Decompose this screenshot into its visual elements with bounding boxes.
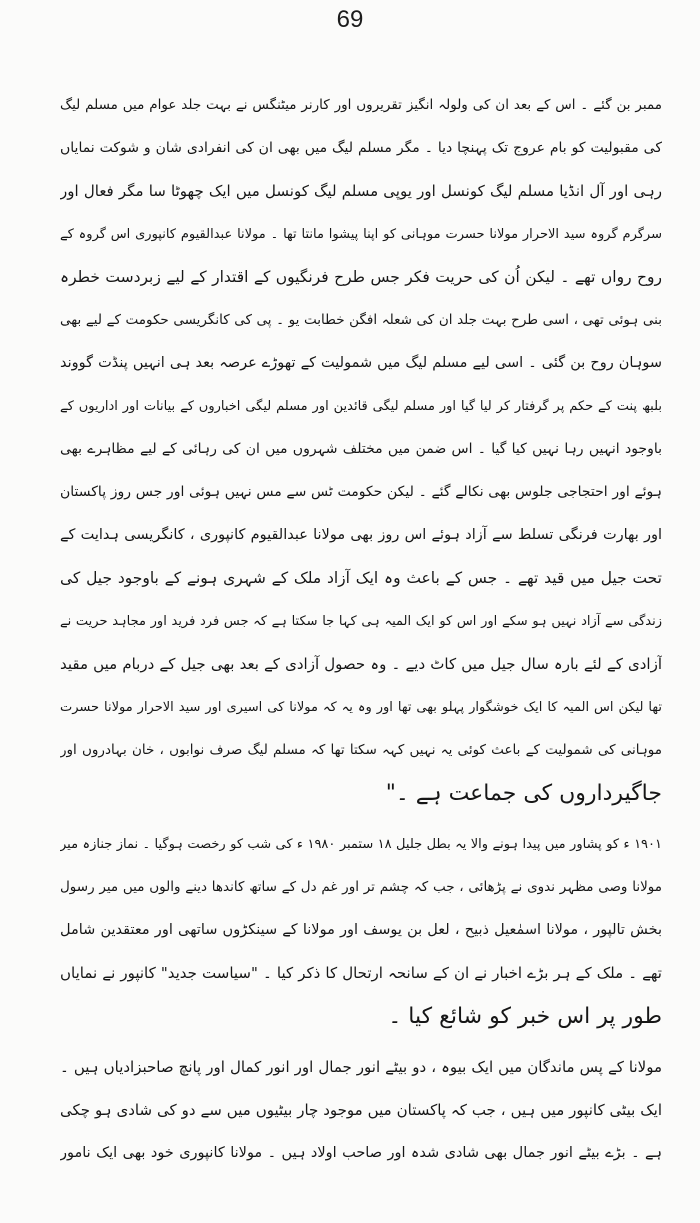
text-line: ہے ۔ بڑے بیٹے انور جمال بھی شادی شدہ اور صاحب اولاد ہیں ۔ مولانا کانپوری خود بھی ایک نامور [60,1145,662,1161]
text-line: باوجود انہیں رہا نہیں کیا گیا ۔ اس ضمن میں مختلف شہروں میں ان کی رہائی کے لیے مظاہرے بھی [60,441,662,457]
text-line: تھا لیکن اس المیہ کا ایک خوشگوار پہلو بھی تھا اور وہ یہ کہ مولانا کی اسیری اور سید الاحرار مولانا حسرت [60,700,662,715]
paragraph-death-funeral [60,823,662,1038]
paragraph-gap [60,1038,662,1046]
text-line: آزادی کے لئے بارہ سال جیل میں کاٹ دیے ۔ وہ حصول آزادی کے بعد بھی جیل کے دربام میں مقید [60,655,662,673]
text-line: تھے ۔ ملک کے ہر بڑے اخبار نے ان کے سانحہ ارتحال کا ذکر کیا ۔ "سیاست جدید" کانپور نے نمایاں [60,964,662,982]
text-line: رہی اور آل انڈیا مسلم لیگ کونسل اور یوپی مسلم لیگ کونسل میں ایک چھوٹا سا مگر فعال اور [60,182,662,200]
text-line: ۱۹۰۱ ء کو پشاور میں پیدا ہونے والا یہ بطل جلیل ۱۸ ستمبر ۱۹۸۰ ء کی شب کو رخصت ہوگیا ۔ نماز جنازہ میر [60,837,662,852]
text-line: زندگی سے آزاد نہیں ہو سکے اور اس کو ایک المیہ ہی کہا جا سکتا ہے کہ جس فرد فرید اور مجاہد حریت نے [60,614,662,629]
text-line: طور پر اس خبر کو شائع کیا ۔ [388,1004,662,1029]
text-line: ہوئے اور احتجاجی جلوس بھی نکالے گئے ۔ لیکن حکومت ٹس سے مس نہیں ہوئی اور جس روز پاکستان [60,484,662,500]
page-number: 69 [336,6,364,33]
paragraph-survivors [60,1046,662,1175]
text-line: جاگیرداروں کی جماعت ہے ۔" [385,781,662,806]
paragraph-gap [60,815,662,823]
text-line: مولانا کے پس ماندگان میں ایک بیوہ ، دو بیٹے انور جمال اور انور کمال اور پانچ صاحبزادیاں ہیں ۔ [60,1058,662,1076]
text-line: سوہان روح بن گئی ۔ اسی لیے مسلم لیگ میں شمولیت کے تھوڑے عرصہ بعد ہی انہیں پنڈت گووند [60,355,662,371]
text-line: سرگرم گروہ سید الاحرار مولانا حسرت موہانی کو اپنا پیشوا مانتا تھا ۔ مولانا عبدالقیوم کانپوری اس گروہ کے [60,227,662,242]
text-line: روح رواں تھے ۔ لیکن اُن کی حریت فکر جس طرح فرنگیوں کے اقتدار کے لیے زبردست خطرہ [60,268,662,286]
text-line: بخش تالپور ، مولانا اسمٰعیل ذبیح ، لعل بن یوسف اور مولانا کے سینکڑوں ساتھی اور معتقدین شامل [60,922,662,938]
text-line: تحت جیل میں قید تھے ۔ جس کے باعث وہ ایک آزاد ملک کے شہری ہونے کے باوجود جیل کی [60,569,662,587]
text-line: ممبر بن گئے ۔ اس کے بعد ان کی ولولہ انگیز تقریروں اور کارنر میٹنگس نے بہت جلد عوام میں مسلم لیگ [60,97,662,113]
text-line: اور بھارت فرنگی تسلط سے آزاد ہوئے اس روز بھی مولانا عبدالقیوم کانپوری ، کانگریسی ہدایت کے [60,527,662,543]
text-line: بلبھ پنت کے حکم پر گرفتار کر لیا گیا اور مسلم لیگی قائدین اور مسلم لیگی اخباروں کے بیانات اور اداریوں کے [60,399,662,414]
text-line: بنی ہوئی تھی ، اسی طرح بہت جلد ان کی شعلہ افگن خطابت یو ۔ پی کی کانگریسی حکومت کے لیے بھی [60,312,662,328]
text-line: مولانا وصی مظہر ندوی نے پڑھائی ، جب کہ چشم تر اور غم دل کے ساتھ کاندھا دینے والوں میں میر رسول [60,879,662,895]
text-line: ایک بیٹی کانپور میں ہیں ، جب کہ پاکستان میں موجود چار بیٹیوں میں سے دو کی شادی ہو چکی [60,1101,662,1119]
body-text [60,84,662,1219]
text-line: کی مقبولیت کو بام عروج تک پہنچا دیا ۔ مگر مسلم لیگ میں بھی ان کی انفرادی شان و شوکت نمایاں [60,140,662,156]
paragraph-league-activism [60,84,662,815]
text-line: موہانی کی شمولیت کے باعث کوئی یہ نہیں کہہ سکتا تھا کہ مسلم لیگ صرف نوابوں ، خان بہادروں اور [60,742,662,758]
